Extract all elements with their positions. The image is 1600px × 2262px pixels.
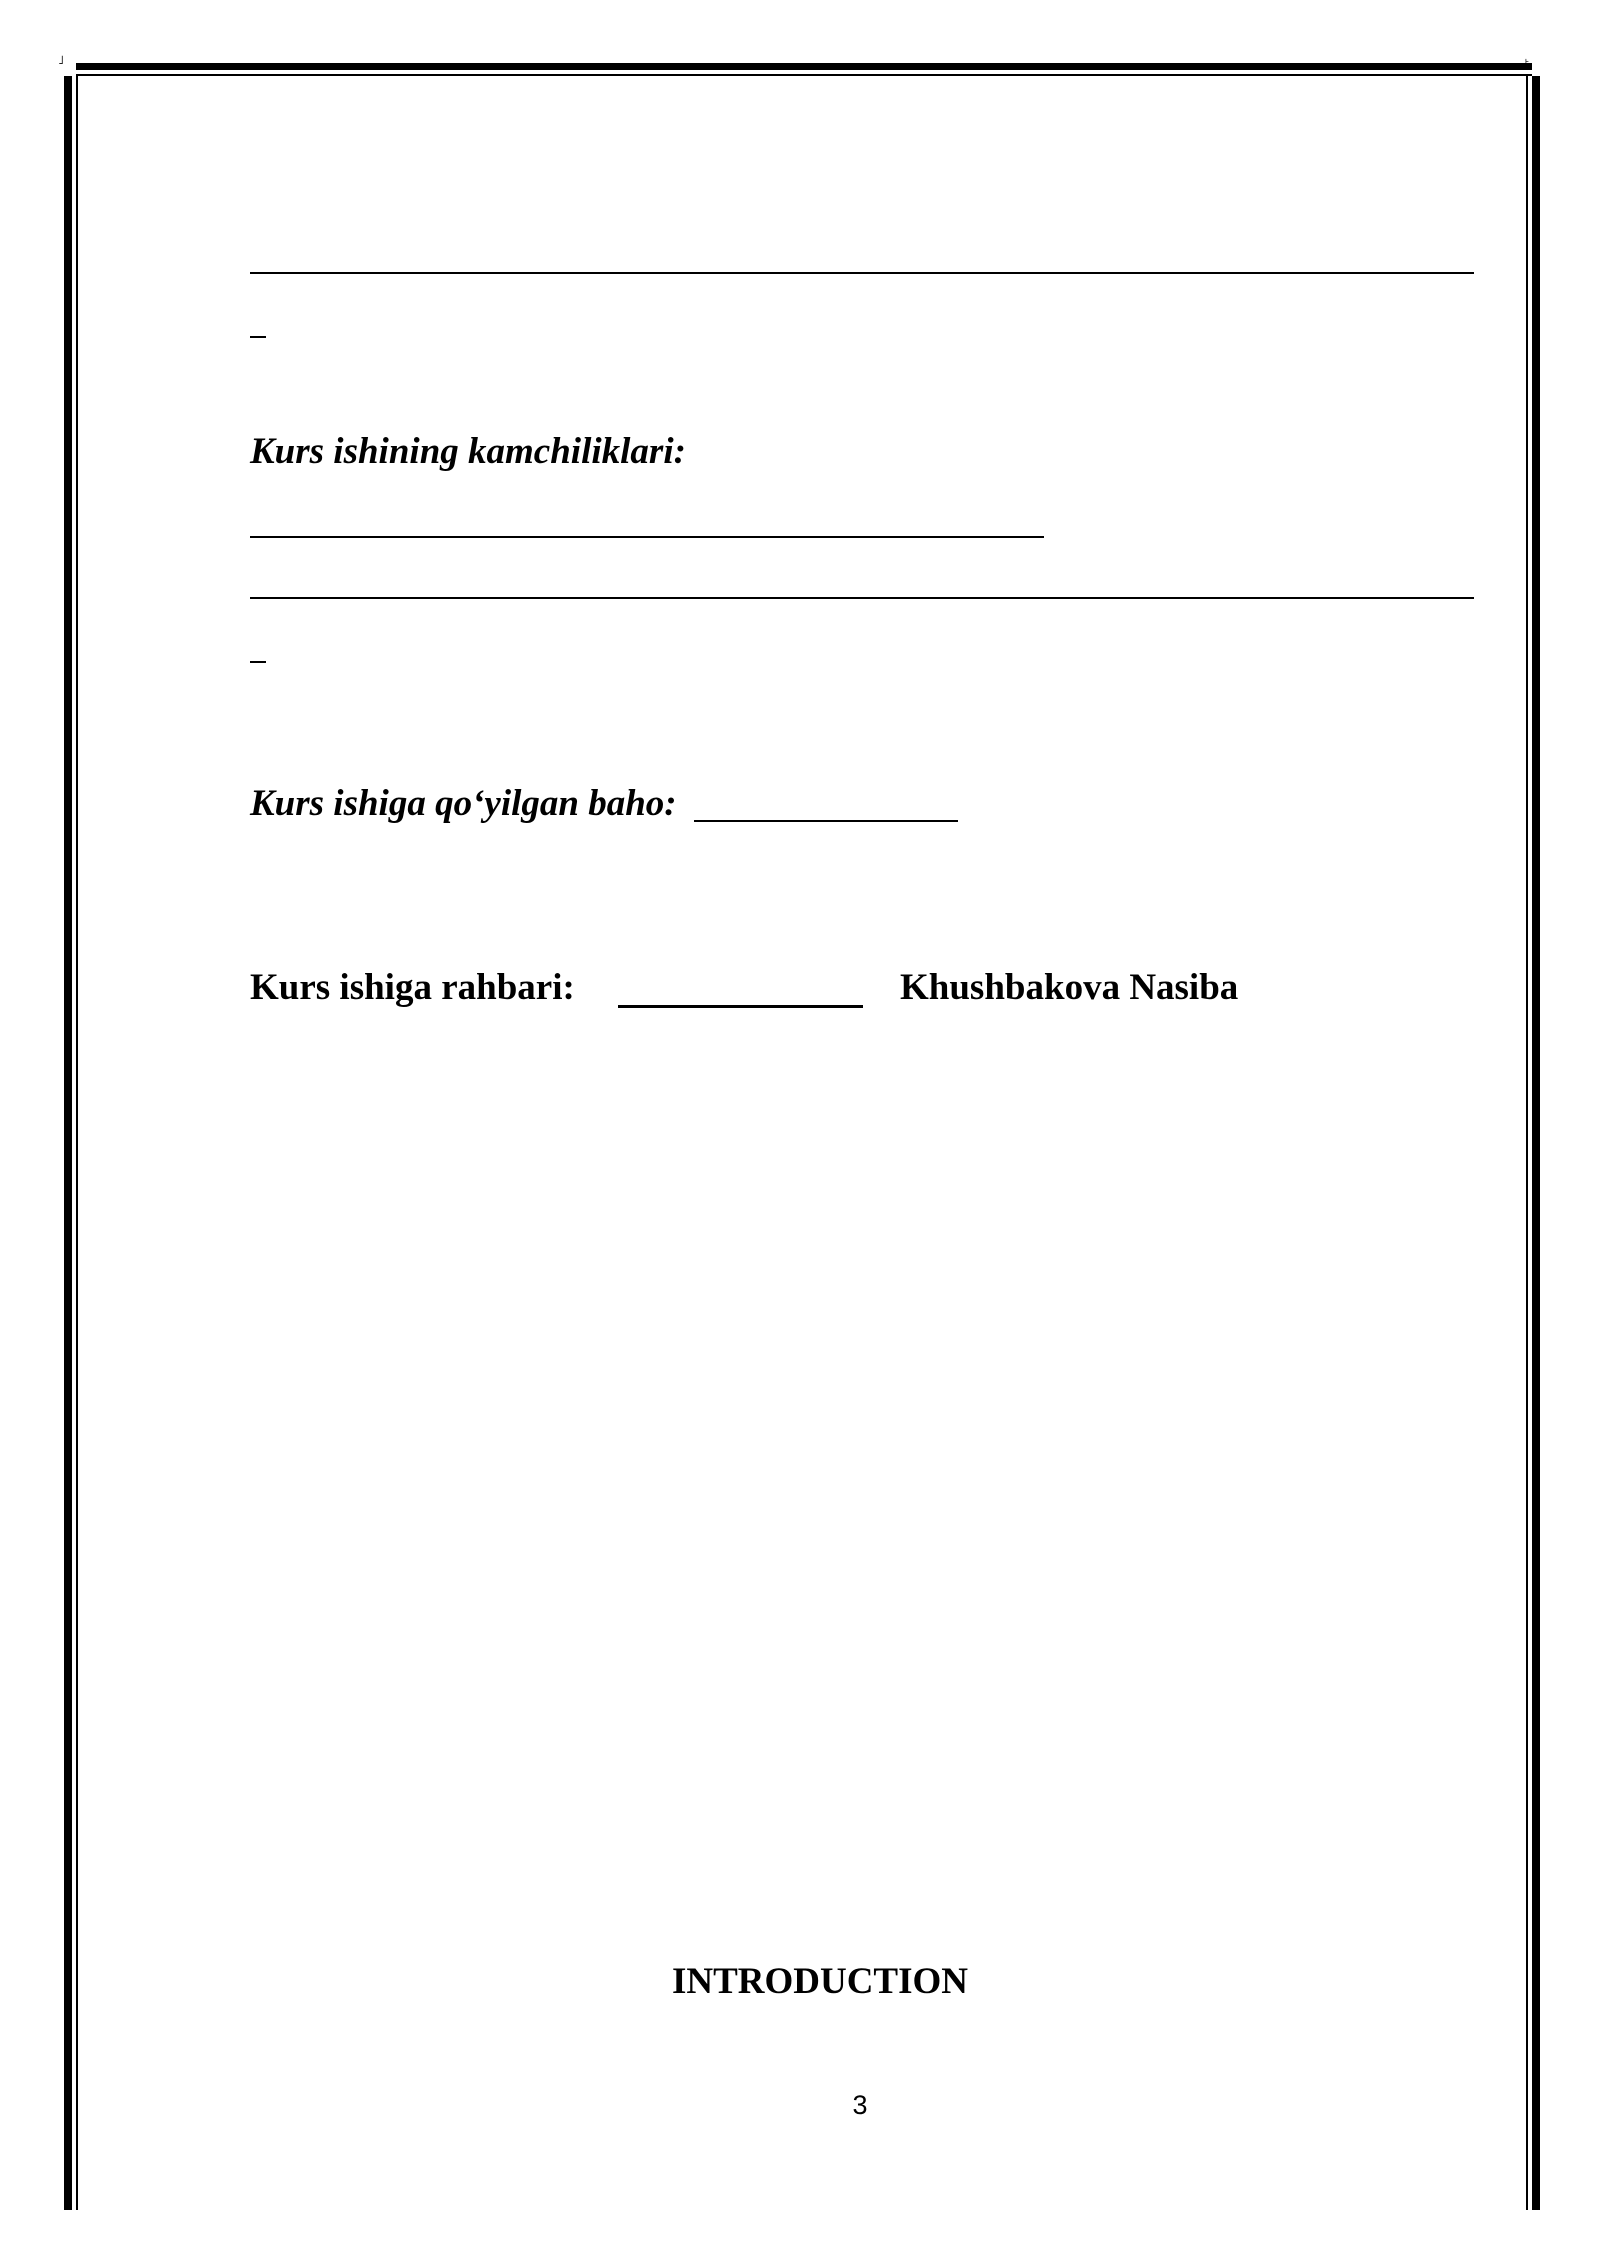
page-border-right xyxy=(1532,76,1540,2210)
page-border-left xyxy=(64,76,72,2210)
page-number: 3 xyxy=(852,2090,868,2120)
page-border-right-inner xyxy=(1526,76,1528,2210)
blank-line-tail xyxy=(250,336,266,338)
baho-label: Kurs ishiga qo‘yilgan baho: xyxy=(250,783,677,824)
rahbar-label: Kurs ishiga rahbari: xyxy=(250,967,575,1008)
rahbar-name: Khushbakova Nasiba xyxy=(900,967,1239,1008)
blank-line xyxy=(250,597,1474,599)
page-border-top xyxy=(76,63,1532,70)
signature-blank-line xyxy=(618,1005,863,1008)
baho-blank-line xyxy=(694,820,958,822)
corner-mark-left: ˩ xyxy=(58,53,64,67)
blank-line-tail xyxy=(250,661,266,663)
blank-line xyxy=(250,536,1044,538)
page-border-top-inner xyxy=(76,74,1532,76)
kamchiliklar-label: Kurs ishining kamchiliklari: xyxy=(250,431,686,472)
blank-line xyxy=(250,272,1474,274)
corner-mark-right: ˫ xyxy=(1525,53,1529,67)
section-heading: INTRODUCTION xyxy=(671,1961,969,2002)
page-border-left-inner xyxy=(76,76,78,2210)
